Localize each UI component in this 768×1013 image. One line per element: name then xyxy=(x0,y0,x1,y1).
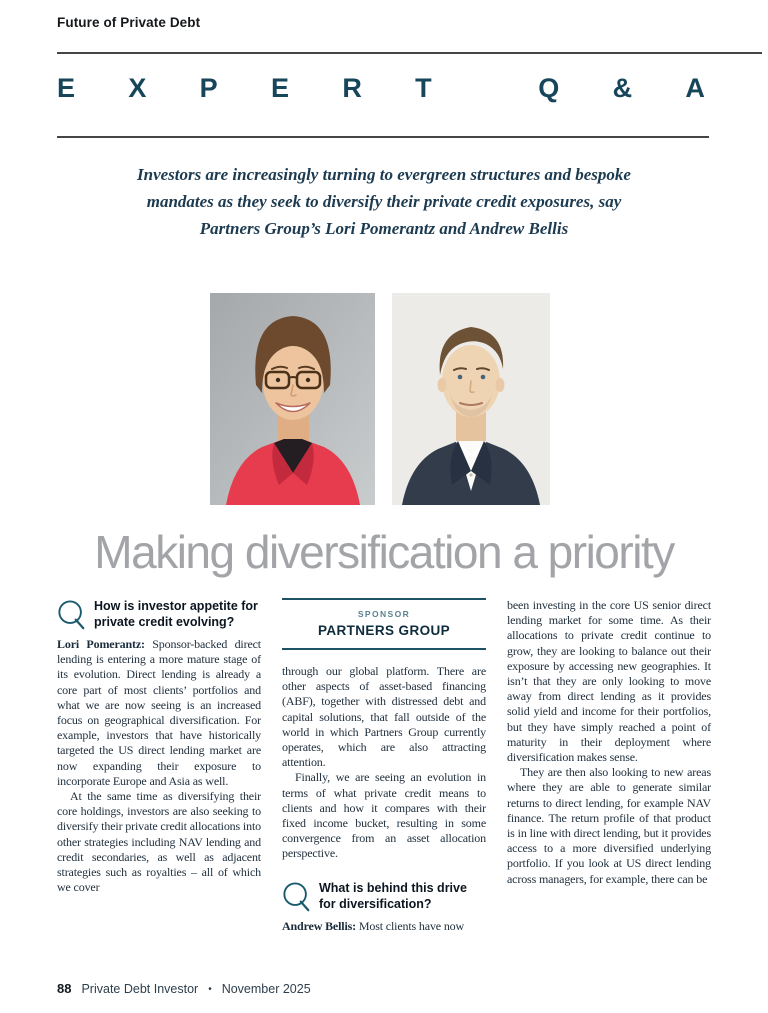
question-1 xyxy=(57,598,261,632)
article-headline: Making diversification a priority xyxy=(94,526,674,578)
question-2-text: What is behind this drive for diversification? xyxy=(319,880,467,911)
question-2-block xyxy=(282,880,486,934)
speaker-name: Andrew Bellis: xyxy=(282,918,357,933)
paragraph-text: Sponsor-backed direct lending is entering a more mature stage of its evolution. Direct lending is already a core part of most clients’ portfolios and what we are now seeing is an increased focus on geographical diversification. For example, investors that have historically targeted the US direct lending market are now expanding their exposure to incorporate Europe and Asia as well. xyxy=(57,637,261,788)
answer-paragraph: through our global platform. There are other aspects of asset-based financing (ABF), together with distressed debt and capital solutions, that fall outside of the world in which Partners Group currently operates, which are also attracting attention. xyxy=(282,664,486,770)
page-number: 88 xyxy=(57,981,72,996)
question-2 xyxy=(282,880,486,914)
q-icon xyxy=(57,600,87,630)
standfirst: Investors are increasingly turning to evergreen structures and bespoke mandates as they seek to diversify their private credit exposures, say Partners Group’s Lori Pomerantz and Andrew Bellis xyxy=(137,165,631,238)
article-body xyxy=(57,598,711,934)
column-1 xyxy=(57,598,261,934)
question-1-text: How is investor appetite for private credit evolving? xyxy=(94,599,258,629)
sponsor-name: PARTNERS GROUP xyxy=(317,623,451,638)
answer-paragraph: been investing in the core US senior direct lending market for some time. As their allocations to private credit continue to grow, they are looking to balance out their exposure by accessing new geographies. It isn’t that they are only looking to move away from direct lending as it provides solid yield and income for their portfolios, but they have simply reached a point of maturity in their deployment where diversification makes sense. xyxy=(507,598,711,765)
column-3 xyxy=(507,598,711,934)
paragraph-text: Most clients have now xyxy=(358,918,465,933)
answer-paragraph xyxy=(282,919,486,934)
column-2 xyxy=(282,598,486,934)
banner-title: E X P E R T Q & A xyxy=(57,73,705,103)
answer-paragraph: Finally, we are seeing an evolution in terms of what private credit means to clients and how it compares with their fixed income bucket, resulting in some convergence from an asset allocation perspective. xyxy=(282,770,486,861)
issue-date: November 2025 xyxy=(221,982,311,996)
sponsor-label: SPONSOR xyxy=(357,609,411,619)
banner-rule xyxy=(57,136,709,138)
portrait-row xyxy=(210,293,550,510)
q-icon xyxy=(282,882,312,912)
top-rule xyxy=(57,52,762,54)
publication-name: Private Debt Investor xyxy=(81,982,199,996)
section-kicker: Future of Private Debt xyxy=(57,15,201,30)
sponsor-box xyxy=(282,598,486,650)
footer-bullet: • xyxy=(208,984,212,995)
page-footer xyxy=(57,981,311,996)
portrait-photo-andrew xyxy=(392,293,550,510)
portrait-photo-lori xyxy=(210,293,375,510)
answer-paragraph: At the same time as diversifying their core holdings, investors are also seeking to diversify their private credit allocations into other strategies including NAV lending and credit secondaries, as well as adjacent strategies such as royalties – all of which we cover xyxy=(57,789,261,895)
answer-paragraph xyxy=(57,637,261,789)
answer-paragraph: They are then also looking to new areas where they are able to generate similar returns to direct lending, for example NAV finance. The return profile of that product is in line with direct lending, but it provides access to a more diversified underlying portfolio. If you look at US direct lending across managers, for example, there can be xyxy=(507,765,711,886)
speaker-name: Lori Pomerantz: xyxy=(57,637,145,651)
